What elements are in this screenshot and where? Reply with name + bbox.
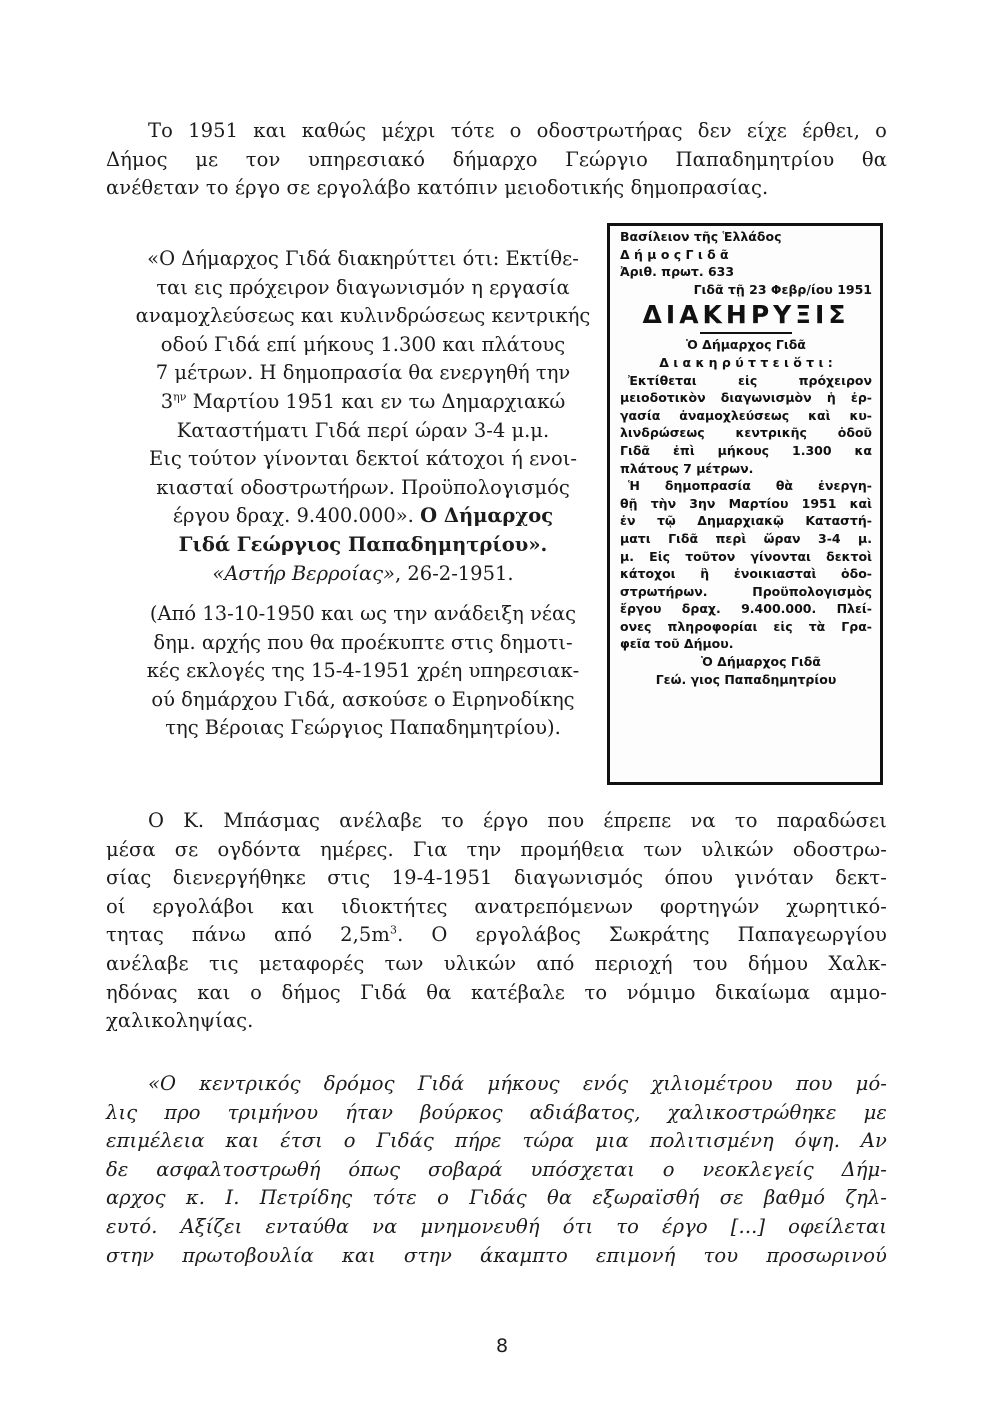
- clip-body-line: κάτοχοι ἢ ἐνοικιασταὶ ὁδο-: [620, 566, 872, 582]
- cubic-exponent: 3: [390, 923, 398, 937]
- clip-body-line: θῇ τὴν 3ην Μαρτίου 1951 καὶ: [620, 495, 872, 511]
- note-line: δημ. αρχής που θα προέκυπτε στις δημοτι-: [153, 630, 573, 654]
- clip-body-line: φεῖα τοῦ Δήμου.: [620, 636, 734, 652]
- clip-body-line: Ἐκτίθεται εἰς πρόχειρον: [628, 372, 872, 388]
- clip-body-line: ἔργου δραχ. 9.400.000. Πλεί-: [620, 601, 872, 617]
- quote-line: ται εις πρόχειρον διαγωνισμόν η εργασία: [156, 275, 570, 299]
- clip-date: Γιδᾶ τῇ 23 Φεβρ/ίου 1951: [693, 281, 872, 297]
- text-line: χαλικοληψίας.: [106, 1009, 254, 1033]
- clip-body-line: μ. Εἰς τοῦτον γίνονται δεκτοὶ: [620, 548, 872, 564]
- newspaper-clipping: [607, 223, 883, 785]
- quote-source: [122, 560, 604, 589]
- contractor-paragraph: [106, 807, 887, 1036]
- clip-line: Δ ή μ ο ς Γ ι δ ᾶ: [620, 246, 729, 262]
- text-line: στην πρωτοβουλία και στην άκαμπτο επιμονή του προσωρινού: [106, 1243, 887, 1267]
- clip-body-line: ονες πληροφορίαι εἰς τὰ Γρα-: [620, 618, 872, 634]
- source-date: , 26-2-1951.: [394, 561, 514, 585]
- quote-line: Εις τούτον γίνονται δεκτοί κάτοχοι ή ενοι-: [148, 447, 577, 471]
- quote-line: Καταστήματι Γιδά περί ώραν 3-4 μ.μ.: [176, 418, 550, 442]
- clip-signature: Ὁ Δήμαρχος Γιδᾶ: [701, 654, 821, 670]
- clip-body-line: ἐν τῷ Δημαρχιακῷ Καταστή-: [620, 513, 872, 529]
- clip-line: Βασίλειον τῆς Ἑλλάδος: [620, 229, 782, 244]
- text-line: σίας διενεργήθηκε στις 19-4-1951 διαγωνισμός όπου γινόταν δεκτ-: [106, 866, 887, 890]
- capacity-text: τητας πάνω από 2,5m: [106, 923, 390, 947]
- quote-line: αναμοχλεύσεως και κυλινδρώσεως κεντρικής: [135, 304, 591, 328]
- text-line: Το 1951 και καθώς μέχρι τότε ο οδοστρωτήρας δεν είχε έρθει, ο: [148, 119, 887, 142]
- clip-body-line: ματι Γιδᾶ περὶ ὥραν 3-4 μ.: [620, 530, 872, 546]
- text-line: μέσα σε ογδόντα ημέρες. Για την προμήθεια των υλικών οδοστρω-: [106, 837, 887, 861]
- clip-body-line: λινδρώσεως κεντρικῆς ὁδοῦ: [620, 425, 872, 441]
- text-line: ανέλαβε τις μεταφορές των υλικών από περιοχή του δήμου Χαλκ-: [106, 951, 887, 975]
- text-line: λις προ τριμήνου ήταν βούρκος αδιάβατος, χαλικοστρώθηκε με: [106, 1100, 887, 1124]
- clip-body-line: μειοδοτικὸν διαγωνισμὸν ἡ ἐρ-: [620, 390, 872, 406]
- page-number: 8: [495, 1335, 509, 1357]
- date-ordinal: ην: [173, 390, 187, 404]
- text-line: επιμέλεια και έτσι ο Γιδάς πήρε τώρα μια πολιτισμένη όψη. Αν: [106, 1129, 887, 1153]
- historical-note: [122, 600, 604, 743]
- quote-signature: Γιδά Γεώργιος Παπαδημητρίου».: [178, 532, 548, 556]
- text-line: αρχος κ. Ι. Πετρίδης τότε ο Γιδάς θα εξωραϊσθή σε βαθμό ζηλ-: [106, 1186, 887, 1210]
- text-line: οί εργολάβοι και ιδιοκτήτες ανατρεπόμενων φορτηγών χωρητικό-: [106, 894, 887, 918]
- quote-line: «Ο Δήμαρχος Γιδά διακηρύττει ότι: Εκτίθε-: [147, 247, 579, 270]
- road-quote-paragraph: [106, 1070, 887, 1270]
- capacity-rest: . Ο εργολάβος Σωκράτης Παπαγεωργίου: [397, 923, 887, 947]
- clip-line: Ὁ Δήμαρχος Γιδᾶ: [686, 337, 806, 353]
- announcement-quote: [122, 245, 604, 588]
- quote-line: κιασταί οδοστρωτήρων. Προϋπολογισμός: [156, 475, 570, 499]
- note-line: κές εκλογές της 15-4-1951 χρέη υπηρεσιακ-: [146, 659, 580, 683]
- clip-body-line: Ἡ δημοπρασία θὰ ἐνεργη-: [628, 478, 872, 494]
- clip-divider: [700, 332, 792, 334]
- clip-line: Δ ι α κ η ρ ύ τ τ ε ι ὅ τ ι :: [659, 354, 833, 370]
- note-line: (Από 13-10-1950 και ως την ανάδειξη νέας: [149, 602, 577, 625]
- budget-text: έργου δραχ. 9.400.000».: [172, 504, 421, 528]
- clip-body-line: γασία ἀναμοχλεύσεως καὶ κυ-: [620, 407, 872, 423]
- clip-body-line: πλάτους 7 μέτρων.: [620, 460, 754, 476]
- quote-line: 7 μέτρων. Η δημοπρασία θα ενεργηθή την: [155, 361, 571, 385]
- text-line: «Ο κεντρικός δρόμος Γιδά μήκους ενός χιλιομέτρου που μό-: [148, 1072, 887, 1095]
- intro-paragraph: [106, 117, 887, 203]
- note-line: ού δημάρχου Γιδά, ασκούσε ο Ειρηνοδίκης: [151, 687, 575, 711]
- clip-body-line: Γιδᾶ ἐπὶ μήκους 1.300 κα: [620, 442, 872, 458]
- text-line: Ο Κ. Μπάσμας ανέλαβε το έργο που έπρεπε να το παραδώσει: [148, 809, 887, 832]
- clip-line: Ἀριθ. πρωτ. 633: [620, 264, 735, 280]
- text-line: ηδόνας και ο δήμος Γιδά θα κατέβαλε το νόμιμο δικαίωμα αμμο-: [106, 980, 887, 1004]
- source-newspaper: «Αστήρ Βερροίας»: [212, 561, 395, 585]
- signature-start: Ο Δήμαρχος: [420, 504, 554, 528]
- text-line: Δήμος με τον υπηρεσιακό δήμαρχο Γεώργιο Παπαδημητρίου θα: [106, 147, 887, 171]
- text-line: δε ασφαλτοστρωθή όπως σοβαρά υπόσχεται ο νεοκλεγείς Δήμ-: [106, 1157, 887, 1181]
- quote-date-line: [122, 388, 604, 417]
- date-rest: Μαρτίου 1951 και εν τω Δημαρχιακώ: [186, 389, 566, 413]
- capacity-line: [106, 921, 887, 950]
- quote-budget-line: [122, 502, 604, 531]
- text-line: ανέθεταν το έργο σε εργολάβο κατόπιν μειοδοτικής δημοπρασίας.: [106, 176, 769, 200]
- clip-signature-name: Γεώ. γιος Παπαδημητρίου: [655, 671, 837, 687]
- date-day: 3: [160, 389, 174, 413]
- note-line: της Βέροιας Γεώργιος Παπαδημητρίου).: [165, 716, 561, 740]
- clip-body-line: στρωτήρων. Προϋπολογισμὸς: [620, 583, 872, 599]
- clip-heading: ΔΙΑΚΗΡΥΞΙΣ: [642, 300, 850, 330]
- text-line: ευτό. Αξίζει ενταύθα να μνημονευθή ότι το έργο [...] οφείλεται: [106, 1214, 887, 1238]
- quote-line: οδού Γιδά επί μήκους 1.300 και πλάτους: [160, 332, 566, 356]
